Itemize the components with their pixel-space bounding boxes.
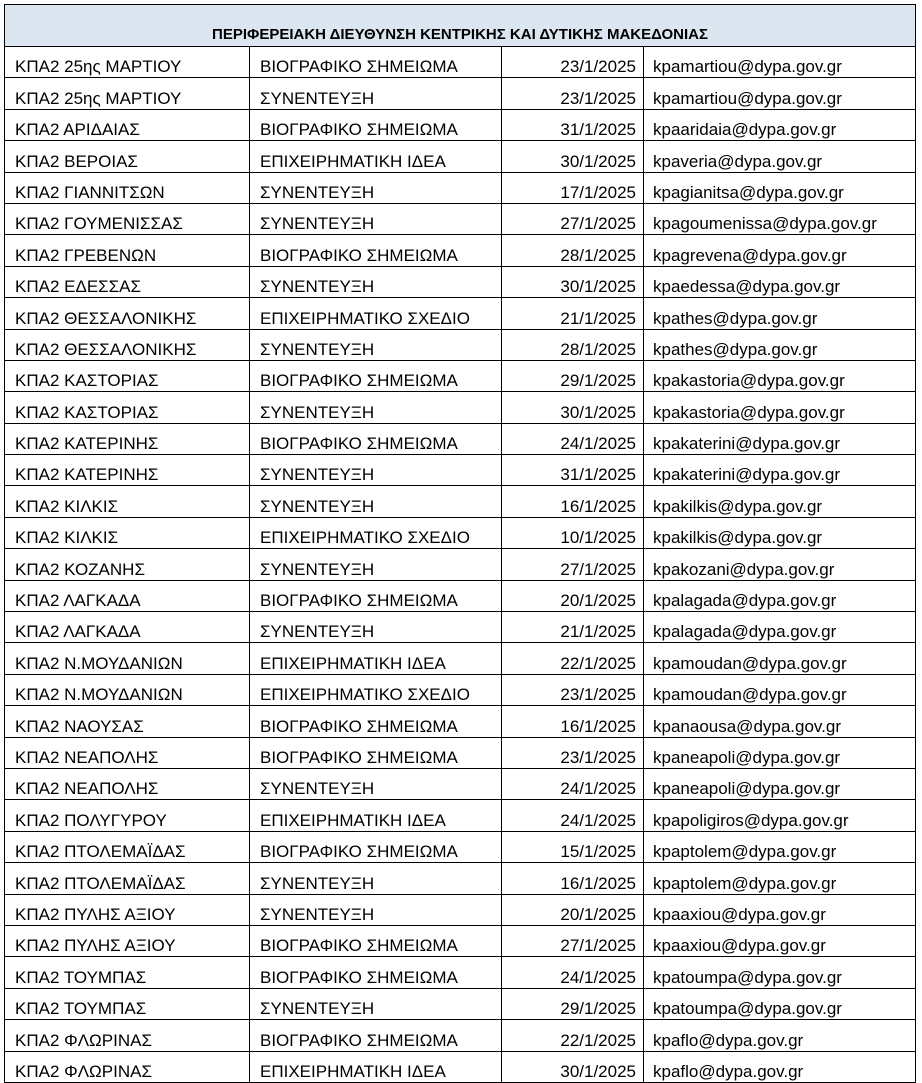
table-row	[5, 768, 916, 799]
service-cell: ΒΙΟΓΡΑΦΙΚΟ ΣΗΜΕΙΩΜΑ	[250, 47, 502, 78]
table-row	[5, 894, 916, 925]
table-row	[5, 580, 916, 611]
service-cell: ΕΠΙΧΕΙΡΗΜΑΤΙΚΗ ΙΔΕΑ	[250, 1051, 502, 1082]
office-cell: ΚΠΑ2 ΦΛΩΡΙΝΑΣ	[5, 1020, 250, 1051]
service-cell: ΣΥΝΕΝΤΕΥΞΗ	[250, 768, 502, 799]
table-row	[5, 737, 916, 768]
date-cell: 28/1/2025	[502, 235, 644, 266]
email-cell: kpaflo@dypa.gov.gr	[644, 1051, 916, 1082]
date-cell: 10/1/2025	[502, 517, 644, 548]
date-cell: 24/1/2025	[502, 957, 644, 988]
service-cell: ΣΥΝΕΝΤΕΥΞΗ	[250, 988, 502, 1019]
email-cell: kpaptolem@dypa.gov.gr	[644, 863, 916, 894]
date-cell: 28/1/2025	[502, 329, 644, 360]
email-cell: kpakaterini@dypa.gov.gr	[644, 455, 916, 486]
service-cell: ΒΙΟΓΡΑΦΙΚΟ ΣΗΜΕΙΩΜΑ	[250, 235, 502, 266]
email-cell: kpamoudan@dypa.gov.gr	[644, 643, 916, 674]
table-row	[5, 549, 916, 580]
table-row	[5, 517, 916, 548]
date-cell: 31/1/2025	[502, 455, 644, 486]
email-cell: kpagoumenissa@dypa.gov.gr	[644, 203, 916, 234]
service-cell: ΒΙΟΓΡΑΦΙΚΟ ΣΗΜΕΙΩΜΑ	[250, 109, 502, 140]
service-cell: ΣΥΝΕΝΤΕΥΞΗ	[250, 203, 502, 234]
date-cell: 23/1/2025	[502, 737, 644, 768]
email-cell: kpathes@dypa.gov.gr	[644, 298, 916, 329]
office-cell: ΚΠΑ2 Ν.ΜΟΥΔΑΝΙΩΝ	[5, 643, 250, 674]
date-cell: 31/1/2025	[502, 109, 644, 140]
table-row	[5, 486, 916, 517]
table-row	[5, 298, 916, 329]
table-row	[5, 863, 916, 894]
date-cell: 30/1/2025	[502, 1051, 644, 1082]
table-row	[5, 674, 916, 705]
office-cell: ΚΠΑ2 ΘΕΣΣΑΛΟΝΙΚΗΣ	[5, 329, 250, 360]
office-cell: ΚΠΑ2 ΠΟΛΥΓΥΡΟΥ	[5, 800, 250, 831]
email-cell: kpaveria@dypa.gov.gr	[644, 141, 916, 172]
email-cell: kpatoumpa@dypa.gov.gr	[644, 957, 916, 988]
service-cell: ΣΥΝΕΝΤΕΥΞΗ	[250, 172, 502, 203]
table-row	[5, 47, 916, 78]
office-cell: ΚΠΑ2 ΠΥΛΗΣ ΑΞΙΟΥ	[5, 925, 250, 956]
date-cell: 27/1/2025	[502, 925, 644, 956]
office-cell: ΚΠΑ2 ΚΙΛΚΙΣ	[5, 517, 250, 548]
email-cell: kpanaousa@dypa.gov.gr	[644, 706, 916, 737]
email-cell: kpakilkis@dypa.gov.gr	[644, 517, 916, 548]
table-row	[5, 988, 916, 1019]
table-row	[5, 1020, 916, 1051]
date-cell: 23/1/2025	[502, 674, 644, 705]
office-cell: ΚΠΑ2 ΘΕΣΣΑΛΟΝΙΚΗΣ	[5, 298, 250, 329]
email-cell: kpakilkis@dypa.gov.gr	[644, 486, 916, 517]
office-cell: ΚΠΑ2 ΠΥΛΗΣ ΑΞΙΟΥ	[5, 894, 250, 925]
email-cell: kpaaxiou@dypa.gov.gr	[644, 925, 916, 956]
service-cell: ΒΙΟΓΡΑΦΙΚΟ ΣΗΜΕΙΩΜΑ	[250, 706, 502, 737]
office-cell: ΚΠΑ2 ΒΕΡΟΙΑΣ	[5, 141, 250, 172]
email-cell: kpagrevena@dypa.gov.gr	[644, 235, 916, 266]
email-cell: kpamoudan@dypa.gov.gr	[644, 674, 916, 705]
email-cell: kpakastoria@dypa.gov.gr	[644, 392, 916, 423]
office-cell: ΚΠΑ2 Ν.ΜΟΥΔΑΝΙΩΝ	[5, 674, 250, 705]
date-cell: 30/1/2025	[502, 266, 644, 297]
table-row	[5, 423, 916, 454]
service-cell: ΕΠΙΧΕΙΡΗΜΑΤΙΚΗ ΙΔΕΑ	[250, 800, 502, 831]
service-cell: ΣΥΝΕΝΤΕΥΞΗ	[250, 549, 502, 580]
email-cell: kpalagada@dypa.gov.gr	[644, 612, 916, 643]
table-row	[5, 1051, 916, 1082]
date-cell: 16/1/2025	[502, 486, 644, 517]
email-cell: kpaflo@dypa.gov.gr	[644, 1020, 916, 1051]
office-cell: ΚΠΑ2 25ης ΜΑΡΤΙΟΥ	[5, 47, 250, 78]
service-cell: ΣΥΝΕΝΤΕΥΞΗ	[250, 266, 502, 297]
email-cell: kpamartiou@dypa.gov.gr	[644, 47, 916, 78]
service-cell: ΒΙΟΓΡΑΦΙΚΟ ΣΗΜΕΙΩΜΑ	[250, 360, 502, 391]
service-cell: ΣΥΝΕΝΤΕΥΞΗ	[250, 894, 502, 925]
table-row	[5, 643, 916, 674]
service-cell: ΣΥΝΕΝΤΕΥΞΗ	[250, 612, 502, 643]
date-cell: 15/1/2025	[502, 831, 644, 862]
schedule-table-container	[4, 4, 915, 1083]
date-cell: 20/1/2025	[502, 894, 644, 925]
date-cell: 22/1/2025	[502, 643, 644, 674]
service-cell: ΒΙΟΓΡΑΦΙΚΟ ΣΗΜΕΙΩΜΑ	[250, 423, 502, 454]
office-cell: ΚΠΑ2 ΛΑΓΚΑΔΑ	[5, 612, 250, 643]
table-title: ΠΕΡΙΦΕΡΕΙΑΚΗ ΔΙΕΥΘΥΝΣΗ ΚΕΝΤΡΙΚΗΣ ΚΑΙ ΔΥΤΙΚΗΣ ΜΑΚΕΔΟΝΙΑΣ	[5, 5, 916, 47]
office-cell: ΚΠΑ2 ΓΡΕΒΕΝΩΝ	[5, 235, 250, 266]
table-row	[5, 266, 916, 297]
table-body	[5, 47, 916, 1083]
service-cell: ΒΙΟΓΡΑΦΙΚΟ ΣΗΜΕΙΩΜΑ	[250, 1020, 502, 1051]
service-cell: ΣΥΝΕΝΤΕΥΞΗ	[250, 329, 502, 360]
service-cell: ΣΥΝΕΝΤΕΥΞΗ	[250, 78, 502, 109]
service-cell: ΕΠΙΧΕΙΡΗΜΑΤΙΚΟ ΣΧΕΔΙΟ	[250, 298, 502, 329]
office-cell: ΚΠΑ2 ΕΔΕΣΣΑΣ	[5, 266, 250, 297]
service-cell: ΒΙΟΓΡΑΦΙΚΟ ΣΗΜΕΙΩΜΑ	[250, 580, 502, 611]
table-row	[5, 141, 916, 172]
email-cell: kpatoumpa@dypa.gov.gr	[644, 988, 916, 1019]
office-cell: ΚΠΑ2 ΚΟΖΑΝΗΣ	[5, 549, 250, 580]
table-row	[5, 957, 916, 988]
table-row	[5, 706, 916, 737]
office-cell: ΚΠΑ2 ΚΑΣΤΟΡΙΑΣ	[5, 360, 250, 391]
service-cell: ΕΠΙΧΕΙΡΗΜΑΤΙΚΗ ΙΔΕΑ	[250, 643, 502, 674]
table-row	[5, 360, 916, 391]
service-cell: ΣΥΝΕΝΤΕΥΞΗ	[250, 486, 502, 517]
service-cell: ΒΙΟΓΡΑΦΙΚΟ ΣΗΜΕΙΩΜΑ	[250, 925, 502, 956]
date-cell: 27/1/2025	[502, 203, 644, 234]
date-cell: 20/1/2025	[502, 580, 644, 611]
email-cell: kpathes@dypa.gov.gr	[644, 329, 916, 360]
office-cell: ΚΠΑ2 ΚΑΣΤΟΡΙΑΣ	[5, 392, 250, 423]
service-cell: ΒΙΟΓΡΑΦΙΚΟ ΣΗΜΕΙΩΜΑ	[250, 737, 502, 768]
office-cell: ΚΠΑ2 ΚΑΤΕΡΙΝΗΣ	[5, 455, 250, 486]
date-cell: 27/1/2025	[502, 549, 644, 580]
table-row	[5, 455, 916, 486]
email-cell: kpagianitsa@dypa.gov.gr	[644, 172, 916, 203]
email-cell: kpakaterini@dypa.gov.gr	[644, 423, 916, 454]
service-cell: ΣΥΝΕΝΤΕΥΞΗ	[250, 455, 502, 486]
table-row	[5, 925, 916, 956]
email-cell: kpaptolem@dypa.gov.gr	[644, 831, 916, 862]
email-cell: kpaneapoli@dypa.gov.gr	[644, 768, 916, 799]
email-cell: kpalagada@dypa.gov.gr	[644, 580, 916, 611]
service-cell: ΣΥΝΕΝΤΕΥΞΗ	[250, 392, 502, 423]
service-cell: ΒΙΟΓΡΑΦΙΚΟ ΣΗΜΕΙΩΜΑ	[250, 957, 502, 988]
date-cell: 24/1/2025	[502, 768, 644, 799]
service-cell: ΒΙΟΓΡΑΦΙΚΟ ΣΗΜΕΙΩΜΑ	[250, 831, 502, 862]
date-cell: 23/1/2025	[502, 78, 644, 109]
email-cell: kpakastoria@dypa.gov.gr	[644, 360, 916, 391]
office-cell: ΚΠΑ2 ΚΑΤΕΡΙΝΗΣ	[5, 423, 250, 454]
date-cell: 30/1/2025	[502, 392, 644, 423]
table-row	[5, 612, 916, 643]
date-cell: 21/1/2025	[502, 298, 644, 329]
office-cell: ΚΠΑ2 25ης ΜΑΡΤΙΟΥ	[5, 78, 250, 109]
table-row	[5, 235, 916, 266]
office-cell: ΚΠΑ2 ΝΑΟΥΣΑΣ	[5, 706, 250, 737]
email-cell: kpakozani@dypa.gov.gr	[644, 549, 916, 580]
service-cell: ΕΠΙΧΕΙΡΗΜΑΤΙΚΟ ΣΧΕΔΙΟ	[250, 517, 502, 548]
table-row	[5, 329, 916, 360]
email-cell: kpaaxiou@dypa.gov.gr	[644, 894, 916, 925]
date-cell: 16/1/2025	[502, 706, 644, 737]
office-cell: ΚΠΑ2 ΤΟΥΜΠΑΣ	[5, 988, 250, 1019]
date-cell: 29/1/2025	[502, 988, 644, 1019]
email-cell: kpamartiou@dypa.gov.gr	[644, 78, 916, 109]
date-cell: 21/1/2025	[502, 612, 644, 643]
table-row	[5, 109, 916, 140]
office-cell: ΚΠΑ2 ΛΑΓΚΑΔΑ	[5, 580, 250, 611]
office-cell: ΚΠΑ2 ΠΤΟΛΕΜΑΪΔΑΣ	[5, 863, 250, 894]
date-cell: 17/1/2025	[502, 172, 644, 203]
table-row	[5, 78, 916, 109]
date-cell: 24/1/2025	[502, 800, 644, 831]
date-cell: 22/1/2025	[502, 1020, 644, 1051]
office-cell: ΚΠΑ2 ΑΡΙΔΑΙΑΣ	[5, 109, 250, 140]
table-row	[5, 392, 916, 423]
email-cell: kpapoligiros@dypa.gov.gr	[644, 800, 916, 831]
email-cell: kpaaridaia@dypa.gov.gr	[644, 109, 916, 140]
table-row	[5, 172, 916, 203]
table-title-row	[5, 5, 916, 47]
office-cell: ΚΠΑ2 ΚΙΛΚΙΣ	[5, 486, 250, 517]
email-cell: kpaneapoli@dypa.gov.gr	[644, 737, 916, 768]
schedule-table	[4, 4, 916, 1083]
office-cell: ΚΠΑ2 ΠΤΟΛΕΜΑΪΔΑΣ	[5, 831, 250, 862]
table-row	[5, 800, 916, 831]
office-cell: ΚΠΑ2 ΓΟΥΜΕΝΙΣΣΑΣ	[5, 203, 250, 234]
date-cell: 29/1/2025	[502, 360, 644, 391]
office-cell: ΚΠΑ2 ΝΕΑΠΟΛΗΣ	[5, 737, 250, 768]
office-cell: ΚΠΑ2 ΤΟΥΜΠΑΣ	[5, 957, 250, 988]
date-cell: 24/1/2025	[502, 423, 644, 454]
office-cell: ΚΠΑ2 ΦΛΩΡΙΝΑΣ	[5, 1051, 250, 1082]
date-cell: 23/1/2025	[502, 47, 644, 78]
office-cell: ΚΠΑ2 ΝΕΑΠΟΛΗΣ	[5, 768, 250, 799]
table-row	[5, 203, 916, 234]
email-cell: kpaedessa@dypa.gov.gr	[644, 266, 916, 297]
office-cell: ΚΠΑ2 ΓΙΑΝΝΙΤΣΩΝ	[5, 172, 250, 203]
service-cell: ΣΥΝΕΝΤΕΥΞΗ	[250, 863, 502, 894]
date-cell: 30/1/2025	[502, 141, 644, 172]
date-cell: 16/1/2025	[502, 863, 644, 894]
service-cell: ΕΠΙΧΕΙΡΗΜΑΤΙΚΟ ΣΧΕΔΙΟ	[250, 674, 502, 705]
service-cell: ΕΠΙΧΕΙΡΗΜΑΤΙΚΗ ΙΔΕΑ	[250, 141, 502, 172]
table-row	[5, 831, 916, 862]
